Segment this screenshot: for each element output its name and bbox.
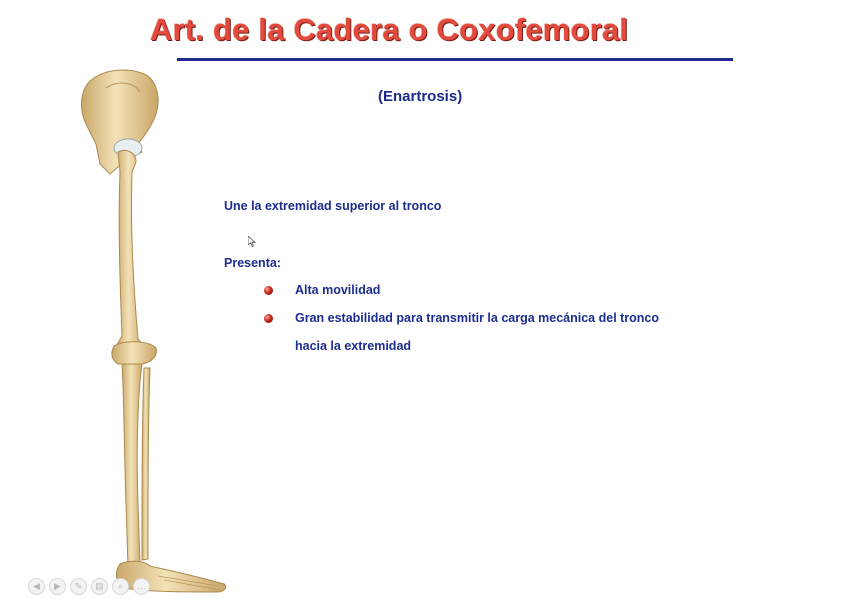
bullet-dot-icon xyxy=(264,286,273,295)
slides-icon[interactable]: ▤ xyxy=(91,578,108,595)
more-icon[interactable]: … xyxy=(133,578,150,595)
mouse-cursor-icon xyxy=(248,236,256,247)
back-icon[interactable]: ◀ xyxy=(28,578,45,595)
leg-skeleton-image xyxy=(78,64,238,599)
slide-title: Art. de la Cadera o Coxofemoral xyxy=(150,12,629,47)
forward-icon[interactable]: ▶ xyxy=(49,578,66,595)
slide-subtitle: (Enartrosis) xyxy=(378,88,463,105)
bullet-text: Alta movilidad xyxy=(295,283,381,297)
zoom-icon[interactable]: ⌕ xyxy=(112,578,129,595)
title-underline xyxy=(177,58,733,61)
presenta-heading: Presenta: xyxy=(224,256,281,270)
bullet-dot-icon xyxy=(264,314,273,323)
slideshow-controls xyxy=(28,578,150,595)
pen-icon[interactable]: ✎ xyxy=(70,578,87,595)
bullet-continuation: hacia la extremidad xyxy=(295,339,412,353)
bullet-text: Gran estabilidad para transmitir la carga mecánica del tronco xyxy=(295,311,660,325)
description-line: Une la extremidad superior al tronco xyxy=(224,199,442,213)
